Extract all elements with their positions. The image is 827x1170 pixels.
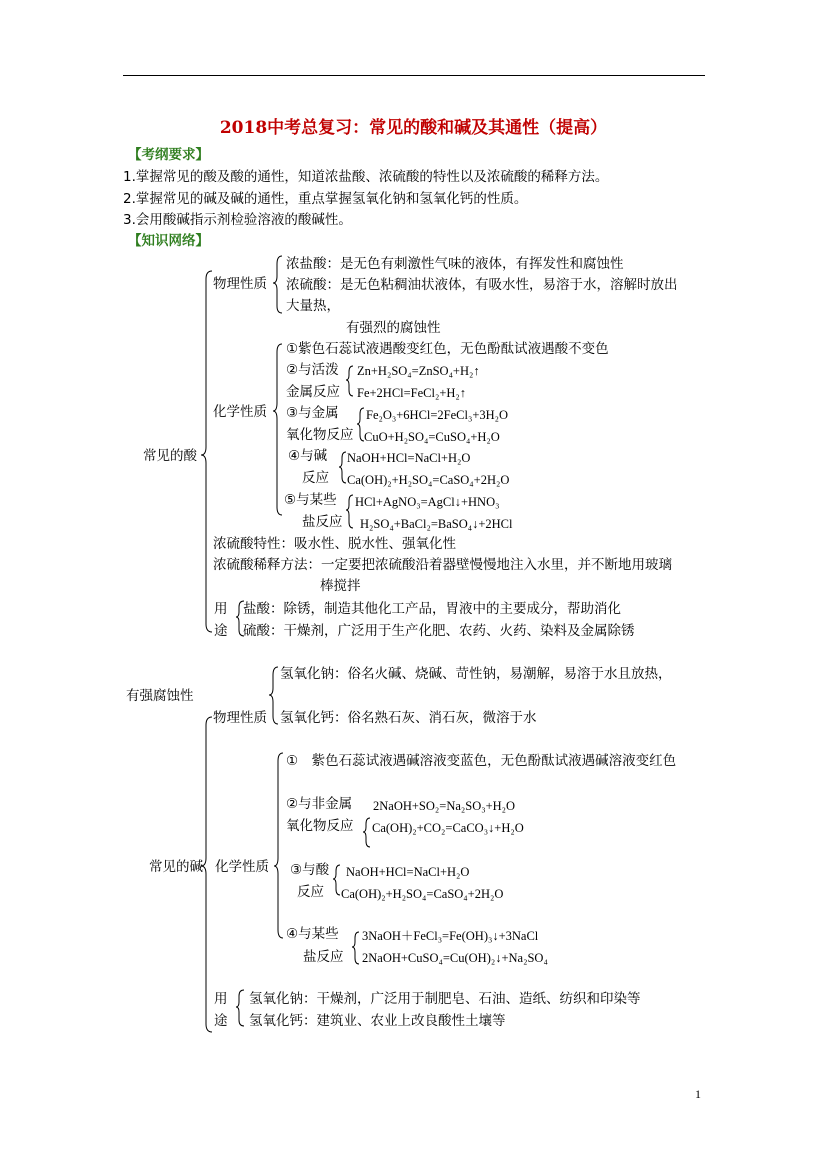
acid-equation: H₂SO₄+BaCl₂=BaSO₄↓+2HCl	[360, 517, 513, 531]
base-use-naoh: 氢氧化钠：干燥剂，广泛用于制肥皂、石油、造纸、纺织和印染等	[249, 991, 641, 1007]
knowledge-network-heading: 【知识网络】	[128, 233, 209, 249]
base-chem-acid-label-2: 反应	[297, 884, 324, 900]
acid-chem-base-label-2: 反应	[302, 470, 329, 486]
base-chem-indicator: ① 紫色石蕊试液遇碱溶液变蓝色，无色酚酞试液遇碱溶液变红色	[286, 753, 677, 769]
acid-chem-oxide-label-2: 氧化物反应	[286, 427, 354, 443]
acid-root-brace	[201, 271, 212, 632]
acid-chem-brace	[273, 344, 282, 515]
header-rule	[123, 75, 705, 76]
base-chem-label: 化学性质	[215, 859, 269, 875]
acid-root-label: 常见的酸	[143, 448, 197, 464]
acid-phys-corrosive: 有强烈的腐蚀性	[346, 320, 441, 336]
acid-chem-indicator: ①紫色石蕊试液遇酸变红色，无色酚酞试液遇酸不变色	[286, 341, 609, 357]
base-chem-brace	[274, 753, 283, 938]
acid-equation: Fe₂O₃+6HCl=2FeCl₃+3H₂O	[366, 408, 509, 422]
acid-phys-label: 物理性质	[213, 276, 267, 292]
base-equation: NaOH+HCl=NaCl+H₂O	[346, 865, 470, 879]
base-use-caoh2: 氢氧化钙：建筑业、农业上改良酸性土壤等	[249, 1013, 506, 1029]
acid-special: 浓硫酸特性：吸水性、脱水性、强氧化性	[213, 536, 456, 552]
acid-chem-metal-label-2: 金属反应	[286, 384, 340, 400]
acid-chem-salt-label: ⑤与某些	[284, 492, 337, 508]
page-title: 2018中考总复习：常见的酸和碱及其通性（提高）	[219, 118, 608, 138]
base-equation: 2NaOH+CuSO₄=Cu(OH)₂↓+Na₂SO₄	[362, 951, 548, 965]
acid-c5-brace	[346, 495, 353, 528]
acid-use-h2so4: 硫酸：干燥剂，广泛用于生产化肥、农药、火药、染料及金属除锈	[243, 623, 635, 639]
base-chem-salt-label-2: 盐反应	[303, 949, 344, 965]
acid-chem-oxide-label: ③与金属	[286, 405, 339, 421]
base-c3-brace	[333, 865, 340, 895]
acid-equation: Zn+H₂SO₄=ZnSO₄+H₂↑	[357, 364, 480, 378]
acid-c3-brace	[357, 408, 364, 441]
base-chem-oxide-label-2: 氧化物反应	[286, 818, 354, 834]
acid-c2-brace	[346, 366, 353, 396]
acid-phys-hcl: 浓盐酸：是无色有刺激性气味的液体，有挥发性和腐蚀性	[286, 256, 624, 272]
base-use-brace	[236, 990, 244, 1026]
base-equation: Ca(OH)₂+H₂SO₄=CaSO₄+2H₂O	[341, 887, 504, 901]
page-number: 1	[695, 1087, 701, 1101]
base-use-label: 用	[214, 991, 228, 1007]
base-phys-label: 物理性质	[213, 710, 267, 726]
acid-dilution-cont: 棒搅拌	[320, 578, 361, 594]
acid-chem-salt-label-2: 盐反应	[302, 514, 343, 530]
acid-use-hcl: 盐酸：除锈，制造其他化工产品，胃液中的主要成分，帮助消化	[243, 601, 621, 617]
requirement-item: 3.会用酸碱指示剂检验溶液的酸碱性。	[123, 212, 352, 228]
requirement-item: 1.掌握常见的酸及酸的通性，知道浓盐酸、浓硫酸的特性以及浓硫酸的稀释方法。	[123, 169, 609, 185]
base-chem-salt-label: ④与某些	[286, 926, 339, 942]
requirement-item: 2.掌握常见的碱及碱的通性，重点掌握氢氧化钠和氢氧化钙的性质。	[123, 191, 528, 207]
base-chem-acid-label: ③与酸	[290, 862, 330, 878]
base-c2-brace	[363, 818, 370, 847]
acid-chem-metal-label: ②与活泼	[286, 362, 339, 378]
base-phys-naoh: 氢氧化钠：俗名火碱、烧碱、苛性钠，易潮解，易溶于水且放热，	[280, 666, 672, 682]
acid-equation: CuO+H₂SO₄=CuSO₄+H₂O	[364, 430, 500, 444]
acid-equation: Fe+2HCl=FeCl₂+H₂↑	[357, 386, 467, 400]
base-chem-oxide-label: ②与非金属	[286, 796, 353, 812]
acid-c4-brace	[339, 452, 346, 483]
requirements-heading: 【考纲要求】	[128, 147, 209, 163]
base-root-label: 常见的碱	[149, 859, 203, 875]
base-equation: Ca(OH)₂+CO₂=CaCO₃↓+H₂O	[372, 821, 524, 835]
base-equation: 3NaOH＋FeCl₃=Fe(OH)₃↓+3NaCl	[362, 929, 539, 943]
acid-equation: Ca(OH)₂+H₂SO₄=CaSO₄+2H₂O	[347, 473, 510, 487]
base-phys-brace	[269, 667, 278, 724]
base-corrosive-note: 有强腐蚀性	[126, 688, 194, 704]
acid-chem-label: 化学性质	[213, 404, 267, 420]
base-c4-brace	[352, 932, 359, 964]
base-use-label-2: 途	[214, 1013, 228, 1029]
acid-phys-h2so4: 浓硫酸：是无色粘稠油状液体，有吸水性，易溶于水，溶解时放出	[286, 277, 678, 293]
acid-phys-brace	[273, 256, 282, 313]
acid-equation: HCl+AgNO₃=AgCl↓+HNO₃	[355, 495, 500, 509]
acid-equation: NaOH+HCl=NaCl+H₂O	[347, 451, 471, 465]
acid-chem-base-label: ④与碱	[288, 448, 328, 464]
acid-use-label: 用	[214, 601, 228, 617]
base-phys-caoh2: 氢氧化钙：俗名熟石灰、消石灰，微溶于水	[280, 710, 537, 726]
acid-use-label-2: 途	[214, 623, 228, 639]
base-equation: 2NaOH+SO₂=Na₂SO₃+H₂O	[373, 799, 516, 813]
acid-phys-h2so4-cont: 大量热，	[286, 298, 340, 314]
acid-dilution: 浓硫酸稀释方法：一定要把浓硫酸沿着器壁慢慢地注入水里，并不断地用玻璃	[213, 557, 672, 573]
